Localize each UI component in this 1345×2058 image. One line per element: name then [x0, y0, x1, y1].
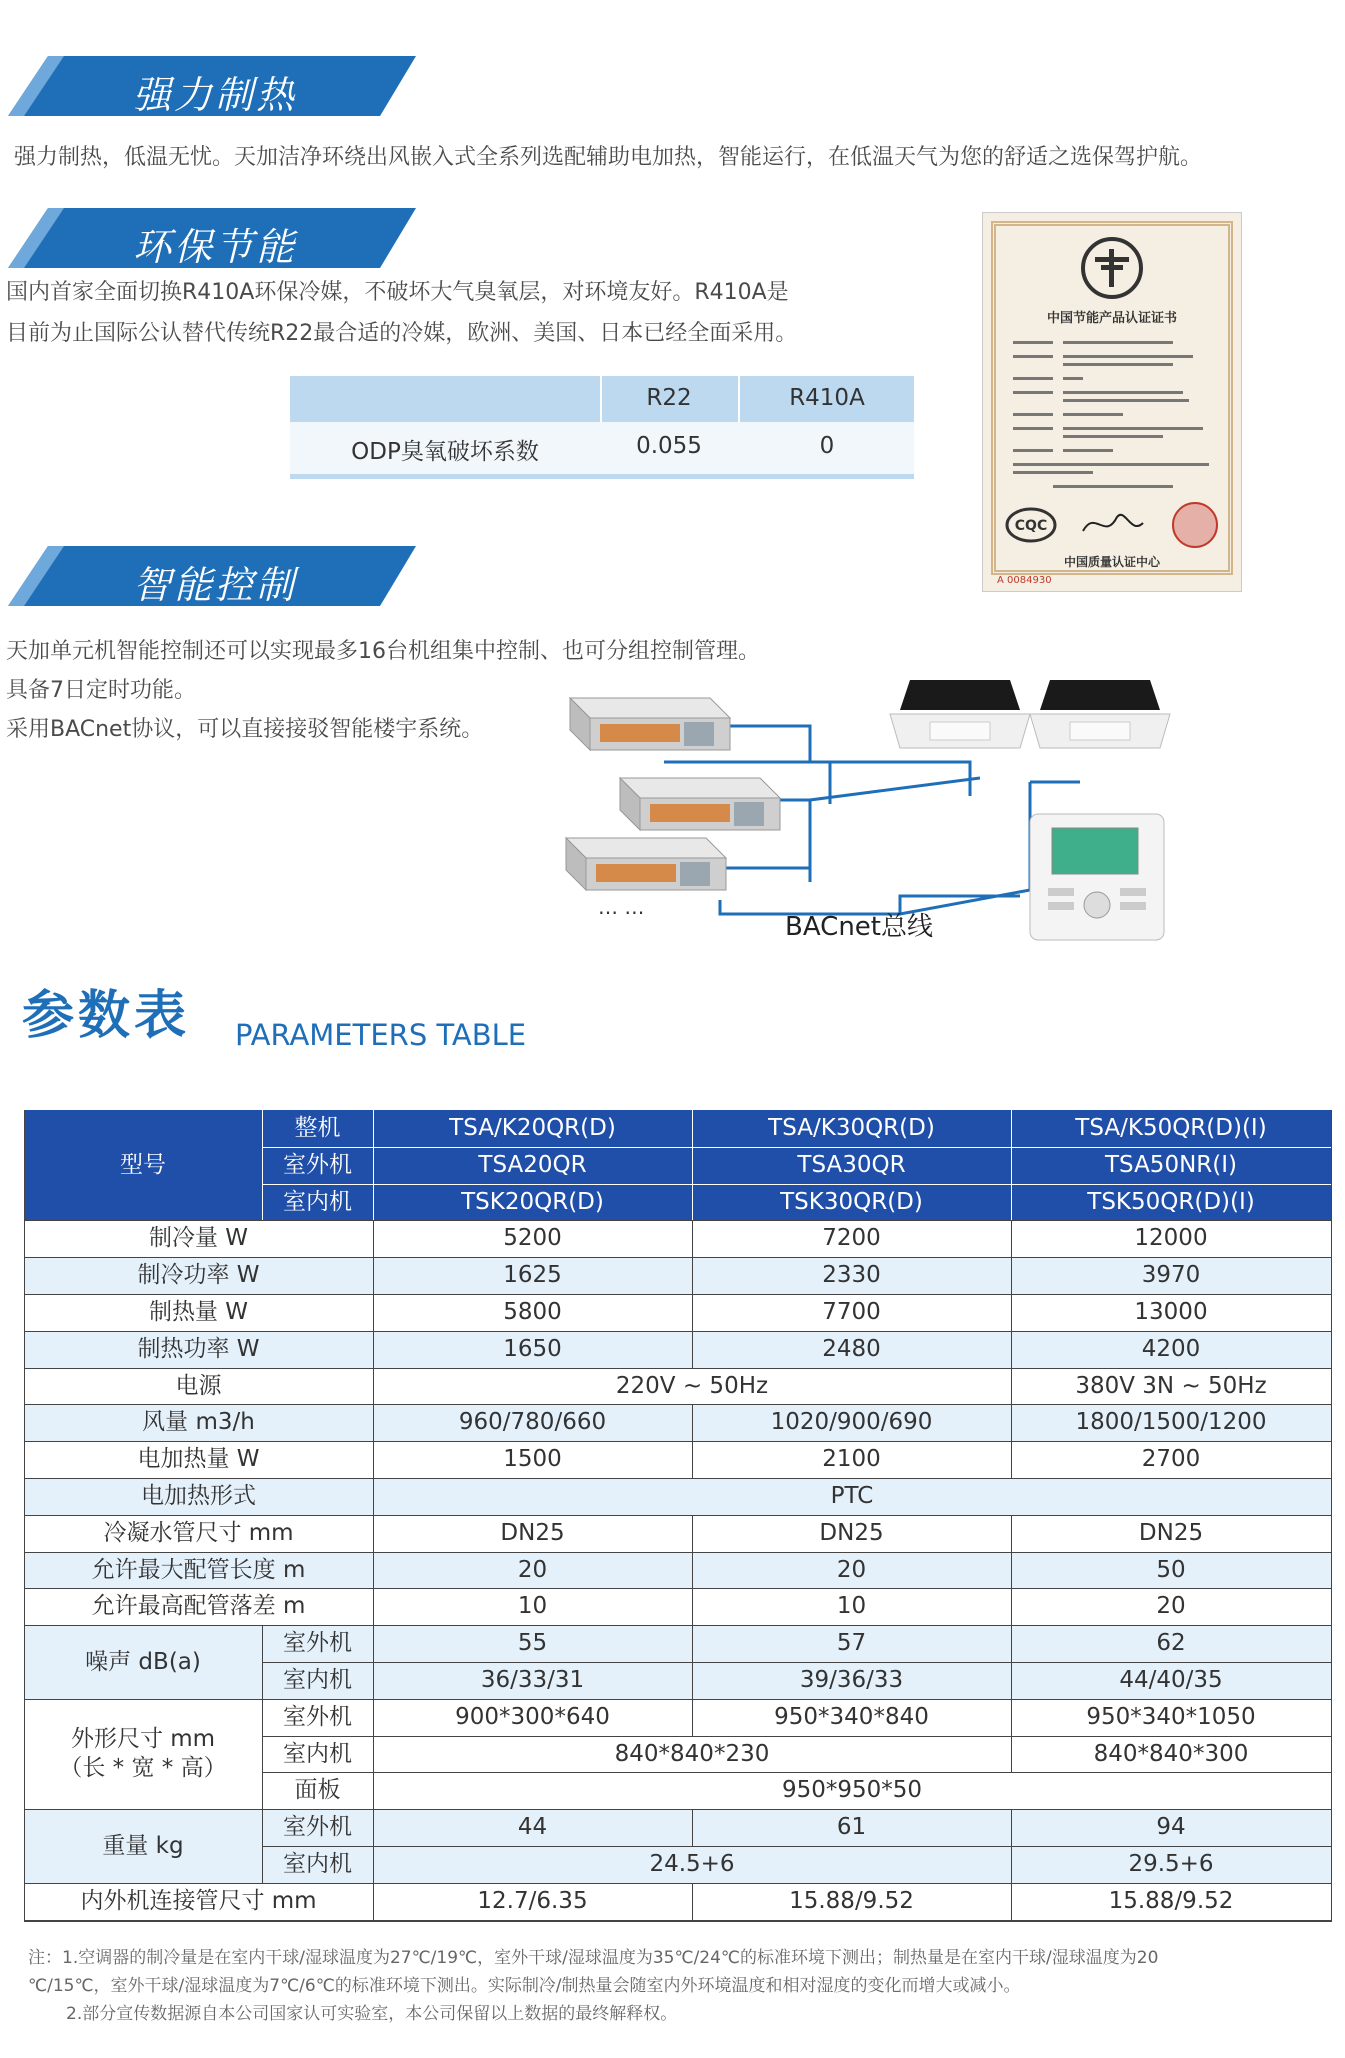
- divider: [24, 1110, 25, 1920]
- model-value: TSA20QR: [478, 1151, 587, 1178]
- divider: [373, 1588, 374, 1625]
- param-value: 900*300*640: [455, 1703, 610, 1730]
- param-value: 15.88/9.52: [1108, 1887, 1234, 1914]
- param-value: 44: [517, 1814, 548, 1841]
- model-value: TSK50QR(D)(I): [1087, 1188, 1255, 1215]
- divider: [24, 1478, 1331, 1479]
- divider: [24, 1331, 1331, 1332]
- divider: [24, 1257, 1331, 1258]
- certificate-cqc-mark-icon: [1003, 501, 1223, 553]
- smart-line-1: 天加单元机智能控制还可以实现最多16台机组集中控制、也可分组控制管理。: [6, 639, 760, 664]
- banner-title: 强力制热: [133, 73, 298, 117]
- note-line-1: 注：1.空调器的制冷量是在室内干球/湿球温度为27℃/19℃，室外干球/湿球温度为35℃/24℃的标准环境下测出；制热量是在室内干球/湿球温度为20: [28, 1948, 1159, 1968]
- divider: [692, 1515, 693, 1552]
- param-label: 内外机连接管尺寸 mm: [80, 1887, 317, 1914]
- dimensions-label: [24, 1699, 262, 1809]
- cassette-unit-icon: [1030, 680, 1170, 748]
- divider: [1011, 1220, 1012, 1257]
- param-value: 5800: [503, 1299, 562, 1326]
- cassette-unit-icon: [890, 680, 1030, 748]
- note-line-2: ℃/15℃，室外干球/湿球温度为7℃/6℃的标准环境下测出。实际制冷/制热量会随室内外环境温度和相对湿度的变化而增大或减小。: [28, 1976, 1021, 1996]
- model-sublabel: 室内机: [283, 1188, 352, 1215]
- divider: [1011, 1368, 1012, 1405]
- certificate-logo-icon: [1079, 235, 1145, 301]
- divider: [24, 1294, 1331, 1295]
- model-value: TSA/K20QR(D): [449, 1115, 616, 1142]
- param-label: 制冷功率 W: [137, 1262, 260, 1289]
- divider: [692, 1588, 693, 1625]
- divider: [24, 1809, 1331, 1810]
- divider: [373, 1883, 374, 1920]
- param-value: 950*950*50: [781, 1777, 923, 1804]
- divider: [373, 1368, 374, 1405]
- divider: [262, 1846, 1331, 1847]
- param-value: 1800/1500/1200: [1075, 1409, 1267, 1436]
- certificate-title: 中国节能产品认证证书: [1046, 311, 1177, 326]
- divider: [373, 1110, 374, 1220]
- sub-label: 室外机: [283, 1630, 352, 1657]
- param-value: 50: [1156, 1556, 1186, 1583]
- param-value: 3970: [1141, 1262, 1201, 1289]
- odp-header-r410a: R410A: [789, 385, 865, 411]
- param-value: 55: [517, 1630, 548, 1657]
- odp-header-r22: R22: [646, 385, 692, 411]
- param-label: 制冷量 W: [148, 1225, 249, 1252]
- odp-table: [290, 376, 914, 479]
- svg-text:CQC: CQC: [1014, 518, 1048, 534]
- banner-title: 智能控制: [133, 563, 298, 607]
- params-subtitle: PARAMETERS TABLE: [235, 1018, 527, 1052]
- divider: [692, 1809, 693, 1846]
- divider: [692, 1257, 693, 1294]
- param-value: DN25: [819, 1519, 884, 1546]
- divider: [262, 1772, 1331, 1773]
- model-value: TSK20QR(D): [461, 1188, 604, 1215]
- param-value: 57: [836, 1630, 867, 1657]
- divider: [1011, 1515, 1012, 1552]
- banner-title: 环保节能: [133, 225, 298, 269]
- divider: [24, 1883, 1331, 1884]
- certificate-issuer: 中国质量认证中心: [1063, 555, 1160, 569]
- sub-label: 面板: [294, 1777, 341, 1804]
- divider: [1011, 1883, 1012, 1920]
- divider: [262, 1184, 1331, 1185]
- divider: [24, 1441, 1331, 1442]
- param-value: 94: [1156, 1814, 1186, 1841]
- sub-label: 室外机: [283, 1814, 352, 1841]
- divider: [1011, 1625, 1012, 1662]
- label-line: （长 * 宽 * 高）: [59, 1754, 227, 1781]
- divider: [373, 1552, 374, 1589]
- divider: [24, 1588, 1331, 1589]
- odp-value-r410a: 0: [819, 433, 835, 459]
- param-value: 13000: [1134, 1299, 1208, 1326]
- divider: [1011, 1736, 1012, 1773]
- section-banner-heating: [8, 56, 416, 116]
- param-value: 960/780/660: [458, 1409, 607, 1436]
- divider: [373, 1478, 374, 1515]
- param-value: 1625: [503, 1262, 562, 1289]
- eco-line-2: 目前为止国际公认替代传统R22最合适的冷媒，欧洲、美国、日本已经全面采用。: [6, 321, 798, 346]
- divider: [692, 1110, 693, 1220]
- fan-coil-unit-icon: [570, 698, 730, 750]
- param-value: 24.5+6: [649, 1851, 735, 1878]
- divider: [24, 1368, 1331, 1369]
- divider: [24, 1699, 1331, 1700]
- param-label: 电加热量 W: [137, 1446, 260, 1473]
- divider: [373, 1441, 374, 1478]
- param-value: 2700: [1141, 1446, 1201, 1473]
- param-value: 20: [836, 1556, 867, 1583]
- param-value: 2480: [822, 1335, 881, 1362]
- divider: [373, 1809, 374, 1846]
- divider: [373, 1662, 374, 1699]
- divider: [1011, 1588, 1012, 1625]
- section-banner-smart: [8, 546, 416, 606]
- certificate-body-text: [1013, 337, 1209, 497]
- param-value: 10: [836, 1593, 867, 1620]
- divider: [692, 1699, 693, 1736]
- wired-controller-icon: [1030, 814, 1164, 940]
- divider: [1011, 1552, 1012, 1589]
- param-value: 62: [1156, 1630, 1186, 1657]
- param-value: 4200: [1141, 1335, 1201, 1362]
- diagram-ellipsis: … …: [598, 895, 645, 919]
- param-value: 1500: [503, 1446, 562, 1473]
- divider: [692, 1220, 693, 1257]
- divider: [290, 474, 914, 479]
- divider: [24, 1220, 1331, 1221]
- param-value: 1020/900/690: [770, 1409, 933, 1436]
- divider: [262, 1147, 1331, 1148]
- param-value: 20: [1156, 1593, 1186, 1620]
- divider: [24, 1625, 1331, 1626]
- model-value: TSK30QR(D): [780, 1188, 923, 1215]
- sub-label: 室外机: [283, 1703, 352, 1730]
- divider: [373, 1846, 374, 1883]
- note-line-3: 2.部分宣传数据源自本公司国家认可实验室，本公司保留以上数据的最终解释权。: [66, 2004, 678, 2024]
- fan-coil-unit-icon: [620, 778, 780, 830]
- param-value: 29.5+6: [1128, 1851, 1214, 1878]
- divider: [692, 1404, 693, 1441]
- divider: [1011, 1441, 1012, 1478]
- param-value: 840*840*230: [614, 1740, 770, 1767]
- param-value: 2100: [822, 1446, 881, 1473]
- divider: [373, 1404, 374, 1441]
- model-value: TSA/K30QR(D): [768, 1115, 935, 1142]
- divider: [262, 1736, 1331, 1737]
- divider: [24, 1552, 1331, 1553]
- divider: [692, 1331, 693, 1368]
- label-line: 外形尺寸 mm: [70, 1726, 216, 1753]
- param-value: 2330: [822, 1262, 881, 1289]
- param-label: 风量 m3/h: [142, 1409, 255, 1436]
- param-value: 36/33/31: [480, 1667, 585, 1694]
- param-value: 44/40/35: [1119, 1667, 1223, 1694]
- sub-label: 室内机: [283, 1851, 352, 1878]
- divider: [373, 1331, 374, 1368]
- divider: [262, 1110, 263, 1220]
- param-value: 950*340*840: [774, 1703, 929, 1730]
- divider: [1011, 1257, 1012, 1294]
- odp-row-label: ODP臭氧破坏系数: [351, 439, 539, 465]
- divider: [1331, 1110, 1332, 1922]
- divider: [692, 1552, 693, 1589]
- divider: [24, 1515, 1331, 1516]
- param-label: 制热量 W: [148, 1299, 249, 1326]
- divider: [1011, 1294, 1012, 1331]
- divider: [692, 1883, 693, 1920]
- divider: [1011, 1809, 1012, 1846]
- model-value: TSA/K50QR(D)(I): [1075, 1115, 1267, 1142]
- param-label: 制热功率 W: [137, 1335, 260, 1362]
- param-value: 5200: [503, 1225, 562, 1252]
- divider: [1011, 1846, 1012, 1883]
- param-value: 220V ~ 50Hz: [615, 1372, 769, 1399]
- divider: [1011, 1331, 1012, 1368]
- param-value: PTC: [830, 1483, 874, 1510]
- divider: [692, 1662, 693, 1699]
- param-value: 1650: [503, 1335, 562, 1362]
- model-sublabel: 整机: [294, 1115, 341, 1142]
- divider: [692, 1294, 693, 1331]
- param-value: DN25: [500, 1519, 565, 1546]
- eco-line-1: 国内首家全面切换R410A环保冷媒，不破坏大气臭氧层，对环境友好。R410A是: [6, 280, 789, 305]
- param-value: 12000: [1134, 1225, 1208, 1252]
- divider: [1011, 1404, 1012, 1441]
- divider: [24, 1404, 1331, 1405]
- energy-certificate: [982, 212, 1242, 592]
- odp-value-r22: 0.055: [636, 433, 702, 459]
- param-label: 电加热形式: [141, 1483, 256, 1510]
- param-value: 61: [836, 1814, 867, 1841]
- param-value: 20: [517, 1556, 548, 1583]
- param-value: DN25: [1138, 1519, 1204, 1546]
- param-value: 39/36/33: [799, 1667, 904, 1694]
- divider: [1011, 1662, 1012, 1699]
- param-value: 840*840*300: [1093, 1740, 1249, 1767]
- param-value: 10: [517, 1593, 548, 1620]
- smart-line-2: 具备7日定时功能。: [6, 678, 196, 703]
- divider: [1011, 1699, 1012, 1736]
- param-value: 7200: [822, 1225, 881, 1252]
- sub-label: 室内机: [283, 1740, 352, 1767]
- section-banner-eco: [8, 208, 416, 268]
- param-value: 380V 3N ~ 50Hz: [1075, 1372, 1267, 1399]
- certificate-serial: A 0084930: [997, 575, 1052, 586]
- divider: [24, 1920, 1331, 1922]
- divider: [692, 1441, 693, 1478]
- param-value: 7700: [822, 1299, 881, 1326]
- noise-label: 噪声 dB(a): [85, 1648, 201, 1675]
- param-value: 12.7/6.35: [477, 1887, 588, 1914]
- smart-line-3: 采用BACnet协议，可以直接接驳智能楼宇系统。: [6, 717, 484, 742]
- divider: [373, 1625, 374, 1662]
- divider: [373, 1772, 374, 1809]
- fan-coil-unit-icon: [566, 838, 726, 890]
- divider: [373, 1257, 374, 1294]
- bacnet-bus-label: BACnet总线: [785, 912, 933, 942]
- param-label: 电源: [175, 1372, 222, 1399]
- param-label: 允许最大配管长度 m: [91, 1556, 306, 1583]
- weight-label: 重量 kg: [102, 1832, 184, 1859]
- divider: [373, 1294, 374, 1331]
- divider: [373, 1699, 374, 1736]
- model-value: TSA50NR(I): [1105, 1151, 1237, 1178]
- params-title: 参数表: [22, 986, 191, 1046]
- divider: [373, 1515, 374, 1552]
- model-label: 型号: [120, 1151, 166, 1178]
- divider: [1011, 1110, 1012, 1220]
- param-value: 15.88/9.52: [789, 1887, 914, 1914]
- model-value: TSA30QR: [797, 1151, 906, 1178]
- param-label: 冷凝水管尺寸 mm: [103, 1519, 294, 1546]
- divider: [692, 1625, 693, 1662]
- param-value: 950*340*1050: [1086, 1703, 1256, 1730]
- model-sublabel: 室外机: [283, 1151, 352, 1178]
- sub-label: 室内机: [283, 1667, 352, 1694]
- divider: [262, 1662, 1331, 1663]
- divider: [373, 1736, 374, 1773]
- heating-description: 强力制热，低温无忧。天加洁净环绕出风嵌入式全系列选配辅助电加热，智能运行，在低温天气为您的舒适之选保驾护航。: [14, 145, 1203, 170]
- divider: [373, 1220, 374, 1257]
- param-label: 允许最高配管落差 m: [91, 1593, 306, 1620]
